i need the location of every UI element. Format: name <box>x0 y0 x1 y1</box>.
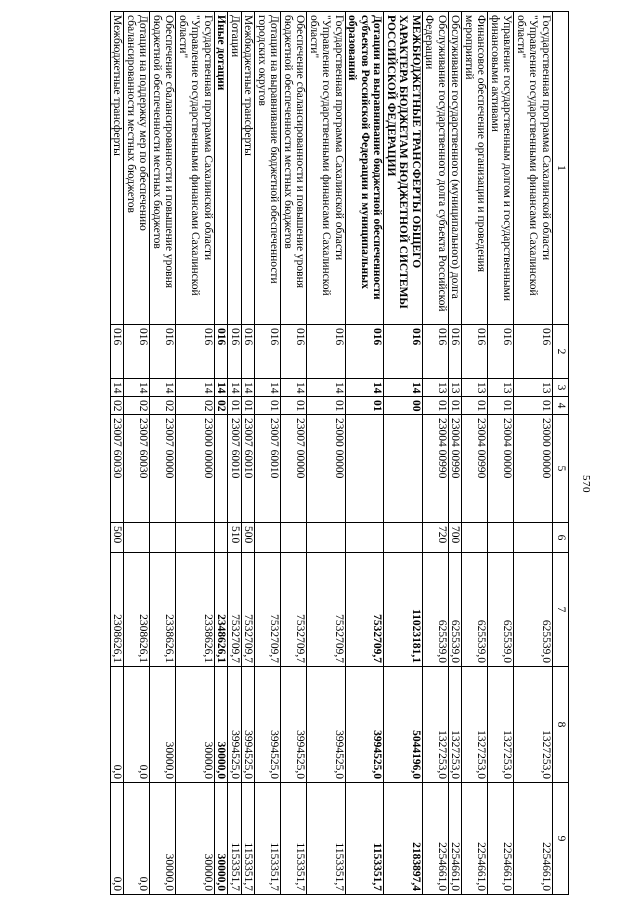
subsection-cell: 01 <box>228 397 242 415</box>
expense-type-cell: 700 <box>449 523 463 553</box>
table-row <box>423 12 449 895</box>
table-row <box>346 12 385 895</box>
subsection-cell: 02 <box>215 397 229 415</box>
column-header-7: 7 <box>553 553 569 667</box>
amount-year1-cell: 7532709,7 <box>255 553 281 667</box>
table-row <box>488 12 514 895</box>
subsection-cell: 01 <box>307 397 346 415</box>
amount-year1-cell: 2338626,1 <box>176 553 215 667</box>
admin-code-cell: 016 <box>449 325 463 379</box>
amount-year1-cell: 625539,0 <box>449 553 463 667</box>
section-cell: 13 <box>514 379 553 397</box>
amount-year3-cell: 2254661,0 <box>488 783 514 895</box>
expense-type-cell <box>124 523 150 553</box>
amount-year1-cell: 625539,0 <box>423 553 449 667</box>
admin-code-cell: 016 <box>423 325 449 379</box>
amount-year3-cell: 2254661,0 <box>449 783 463 895</box>
target-article-cell: 23007 60010 <box>228 415 242 523</box>
target-article-cell: 23000 00000 <box>176 415 215 523</box>
amount-year2-cell: 30000,0 <box>176 667 215 783</box>
row-name-cell: Дотации на выравнивание бюджетной обеспеченности городских округов <box>255 12 281 325</box>
amount-year3-cell: 2254661,0 <box>423 783 449 895</box>
section-cell: 14 <box>111 379 125 397</box>
expense-type-cell: 500 <box>242 523 256 553</box>
amount-year3-cell: 1153351,7 <box>346 783 385 895</box>
expense-type-cell <box>346 523 385 553</box>
amount-year3-cell: 0,0 <box>124 783 150 895</box>
section-cell: 14 <box>346 379 385 397</box>
amount-year3-cell: 30000,0 <box>215 783 229 895</box>
admin-code-cell: 016 <box>255 325 281 379</box>
amount-year1-cell: 2338626,1 <box>150 553 176 667</box>
target-article-cell: 23007 60010 <box>242 415 256 523</box>
amount-year2-cell: 1327253,0 <box>514 667 553 783</box>
amount-year2-cell: 3994525,0 <box>346 667 385 783</box>
table-body <box>111 12 553 895</box>
target-article-cell: 23007 60010 <box>255 415 281 523</box>
admin-code-cell: 016 <box>346 325 385 379</box>
table-header-row <box>553 12 569 895</box>
amount-year1-cell: 625539,0 <box>514 553 553 667</box>
amount-year3-cell: 2183897,4 <box>384 783 423 895</box>
column-header-6: 6 <box>553 523 569 553</box>
subsection-cell: 00 <box>384 397 423 415</box>
amount-year3-cell: 1153351,7 <box>228 783 242 895</box>
expense-type-cell <box>150 523 176 553</box>
amount-year2-cell: 1327253,0 <box>423 667 449 783</box>
amount-year2-cell: 1327253,0 <box>488 667 514 783</box>
amount-year2-cell: 3994525,0 <box>255 667 281 783</box>
admin-code-cell: 016 <box>462 325 488 379</box>
target-article-cell: 23004 00990 <box>423 415 449 523</box>
admin-code-cell: 016 <box>111 325 125 379</box>
column-header-8: 8 <box>553 667 569 783</box>
section-cell: 13 <box>423 379 449 397</box>
row-name-cell: МЕЖБЮДЖЕТНЫЕ ТРАНСФЕРТЫ ОБЩЕГО ХАРАКТЕРА БЮДЖЕТАМ БЮДЖЕТНОЙ СИСТЕМЫ РОССИЙСКОЙ ФЕДЕРАЦИИ <box>384 12 423 325</box>
amount-year1-cell: 7532709,7 <box>346 553 385 667</box>
admin-code-cell: 016 <box>384 325 423 379</box>
target-article-cell: 23004 00990 <box>462 415 488 523</box>
amount-year3-cell: 1153351,7 <box>255 783 281 895</box>
subsection-cell: 01 <box>462 397 488 415</box>
column-header-5: 5 <box>553 415 569 523</box>
amount-year1-cell: 7532709,7 <box>307 553 346 667</box>
column-header-9: 9 <box>553 783 569 895</box>
amount-year2-cell: 0,0 <box>111 667 125 783</box>
target-article-cell <box>346 415 385 523</box>
amount-year1-cell: 2308626,1 <box>111 553 125 667</box>
row-name-cell: Обеспечение сбалансированности и повышение уровня бюджетной обеспеченности местных бюджетов <box>281 12 307 325</box>
row-name-cell: Финансовое обеспечение организации и проведения мероприятий <box>462 12 488 325</box>
amount-year1-cell: 625539,0 <box>462 553 488 667</box>
target-article-cell <box>215 415 229 523</box>
row-name-cell: Дотации <box>228 12 242 325</box>
row-name-cell: Государственная программа Сахалинской области "Управление государственными финансами Сахалинской области" <box>514 12 553 325</box>
row-name-cell: Обслуживание государственного (муниципального) долга <box>449 12 463 325</box>
row-name-cell: Межбюджетные трансферты <box>242 12 256 325</box>
document-page <box>21 11 569 894</box>
section-cell: 14 <box>281 379 307 397</box>
admin-code-cell: 016 <box>514 325 553 379</box>
admin-code-cell: 016 <box>281 325 307 379</box>
amount-year3-cell: 1153351,7 <box>307 783 346 895</box>
column-header-3: 3 <box>553 379 569 397</box>
table-row <box>242 12 256 895</box>
row-name-cell: Межбюджетные трансферты <box>111 12 125 325</box>
amount-year1-cell: 625539,0 <box>488 553 514 667</box>
amount-year2-cell: 3994525,0 <box>242 667 256 783</box>
admin-code-cell: 016 <box>215 325 229 379</box>
subsection-cell: 02 <box>150 397 176 415</box>
admin-code-cell: 016 <box>242 325 256 379</box>
admin-code-cell: 016 <box>488 325 514 379</box>
expense-type-cell <box>462 523 488 553</box>
amount-year2-cell: 30000,0 <box>150 667 176 783</box>
column-header-1: 1 <box>553 12 569 325</box>
table-row <box>384 12 423 895</box>
target-article-cell: 23000 00000 <box>514 415 553 523</box>
expense-type-cell <box>255 523 281 553</box>
subsection-cell: 02 <box>124 397 150 415</box>
subsection-cell: 01 <box>346 397 385 415</box>
amount-year1-cell: 2308626,1 <box>124 553 150 667</box>
section-cell: 14 <box>307 379 346 397</box>
section-cell: 14 <box>215 379 229 397</box>
row-name-cell: Государственная программа Сахалинской области "Управление государственными финансами Сахалинской области" <box>307 12 346 325</box>
table-row <box>462 12 488 895</box>
section-cell: 14 <box>124 379 150 397</box>
target-article-cell: 23007 60030 <box>124 415 150 523</box>
admin-code-cell: 016 <box>307 325 346 379</box>
column-header-2: 2 <box>553 325 569 379</box>
admin-code-cell: 016 <box>150 325 176 379</box>
amount-year2-cell: 3994525,0 <box>228 667 242 783</box>
expense-type-cell <box>281 523 307 553</box>
row-name-cell: Государственная программа Сахалинской области "Управление государственными финансами Сахалинской области" <box>176 12 215 325</box>
amount-year2-cell: 1327253,0 <box>449 667 463 783</box>
budget-table <box>110 11 569 895</box>
expense-type-cell <box>215 523 229 553</box>
amount-year3-cell: 30000,0 <box>150 783 176 895</box>
table-row <box>176 12 215 895</box>
section-cell: 14 <box>176 379 215 397</box>
subsection-cell: 01 <box>488 397 514 415</box>
target-article-cell: 23004 00000 <box>488 415 514 523</box>
amount-year1-cell: 7532709,7 <box>242 553 256 667</box>
amount-year2-cell: 1327253,0 <box>462 667 488 783</box>
expense-type-cell: 510 <box>228 523 242 553</box>
section-cell: 14 <box>228 379 242 397</box>
expense-type-cell <box>488 523 514 553</box>
section-cell: 13 <box>462 379 488 397</box>
amount-year1-cell: 2348626,1 <box>215 553 229 667</box>
table-row <box>215 12 229 895</box>
amount-year3-cell: 2254661,0 <box>462 783 488 895</box>
section-cell: 13 <box>488 379 514 397</box>
amount-year2-cell: 3994525,0 <box>307 667 346 783</box>
subsection-cell: 01 <box>514 397 553 415</box>
row-name-cell: Иные дотации <box>215 12 229 325</box>
table-row <box>307 12 346 895</box>
subsection-cell: 01 <box>255 397 281 415</box>
section-cell: 14 <box>384 379 423 397</box>
row-name-cell: Дотации на выравнивание бюджетной обеспеченности субъектов Российской Федерации и муниципальных образований <box>346 12 385 325</box>
expense-type-cell <box>514 523 553 553</box>
row-name-cell: Дотации на поддержку мер по обеспечению сбалансированности местных бюджетов <box>124 12 150 325</box>
expense-type-cell <box>384 523 423 553</box>
table-row <box>281 12 307 895</box>
amount-year2-cell: 5044196,0 <box>384 667 423 783</box>
row-name-cell: Обслуживание государственного долга субъекта Российской Федерации <box>423 12 449 325</box>
subsection-cell: 01 <box>423 397 449 415</box>
subsection-cell: 02 <box>111 397 125 415</box>
amount-year3-cell: 0,0 <box>111 783 125 895</box>
target-article-cell: 23007 00000 <box>150 415 176 523</box>
target-article-cell <box>384 415 423 523</box>
expense-type-cell: 720 <box>423 523 449 553</box>
target-article-cell: 23007 60030 <box>111 415 125 523</box>
admin-code-cell: 016 <box>228 325 242 379</box>
admin-code-cell: 016 <box>124 325 150 379</box>
row-name-cell: Обеспечение сбалансированности и повышение уровня бюджетной обеспеченности местных бюджетов <box>150 12 176 325</box>
section-cell: 14 <box>255 379 281 397</box>
target-article-cell: 23004 00990 <box>449 415 463 523</box>
amount-year1-cell: 7532709,7 <box>228 553 242 667</box>
amount-year3-cell: 30000,0 <box>176 783 215 895</box>
amount-year3-cell: 1153351,7 <box>281 783 307 895</box>
amount-year1-cell: 7532709,7 <box>281 553 307 667</box>
section-cell: 14 <box>242 379 256 397</box>
table-row <box>228 12 242 895</box>
amount-year2-cell: 0,0 <box>124 667 150 783</box>
amount-year1-cell: 11023181,1 <box>384 553 423 667</box>
table-row <box>255 12 281 895</box>
section-cell: 14 <box>150 379 176 397</box>
subsection-cell: 01 <box>242 397 256 415</box>
expense-type-cell <box>176 523 215 553</box>
table-row <box>150 12 176 895</box>
amount-year3-cell: 2254661,0 <box>514 783 553 895</box>
table-row <box>124 12 150 895</box>
table-row <box>449 12 463 895</box>
subsection-cell: 01 <box>449 397 463 415</box>
target-article-cell: 23000 00000 <box>307 415 346 523</box>
section-cell: 13 <box>449 379 463 397</box>
amount-year2-cell: 3994525,0 <box>281 667 307 783</box>
admin-code-cell: 016 <box>176 325 215 379</box>
table-row <box>111 12 125 895</box>
amount-year3-cell: 1153351,7 <box>242 783 256 895</box>
page-number: 570 <box>580 475 592 493</box>
subsection-cell: 02 <box>176 397 215 415</box>
column-header-4: 4 <box>553 397 569 415</box>
table-row <box>514 12 553 895</box>
amount-year2-cell: 30000,0 <box>215 667 229 783</box>
row-name-cell: Управление государственным долгом и государственными финансовыми активами <box>488 12 514 325</box>
expense-type-cell <box>307 523 346 553</box>
subsection-cell: 01 <box>281 397 307 415</box>
target-article-cell: 23007 00000 <box>281 415 307 523</box>
expense-type-cell: 500 <box>111 523 125 553</box>
